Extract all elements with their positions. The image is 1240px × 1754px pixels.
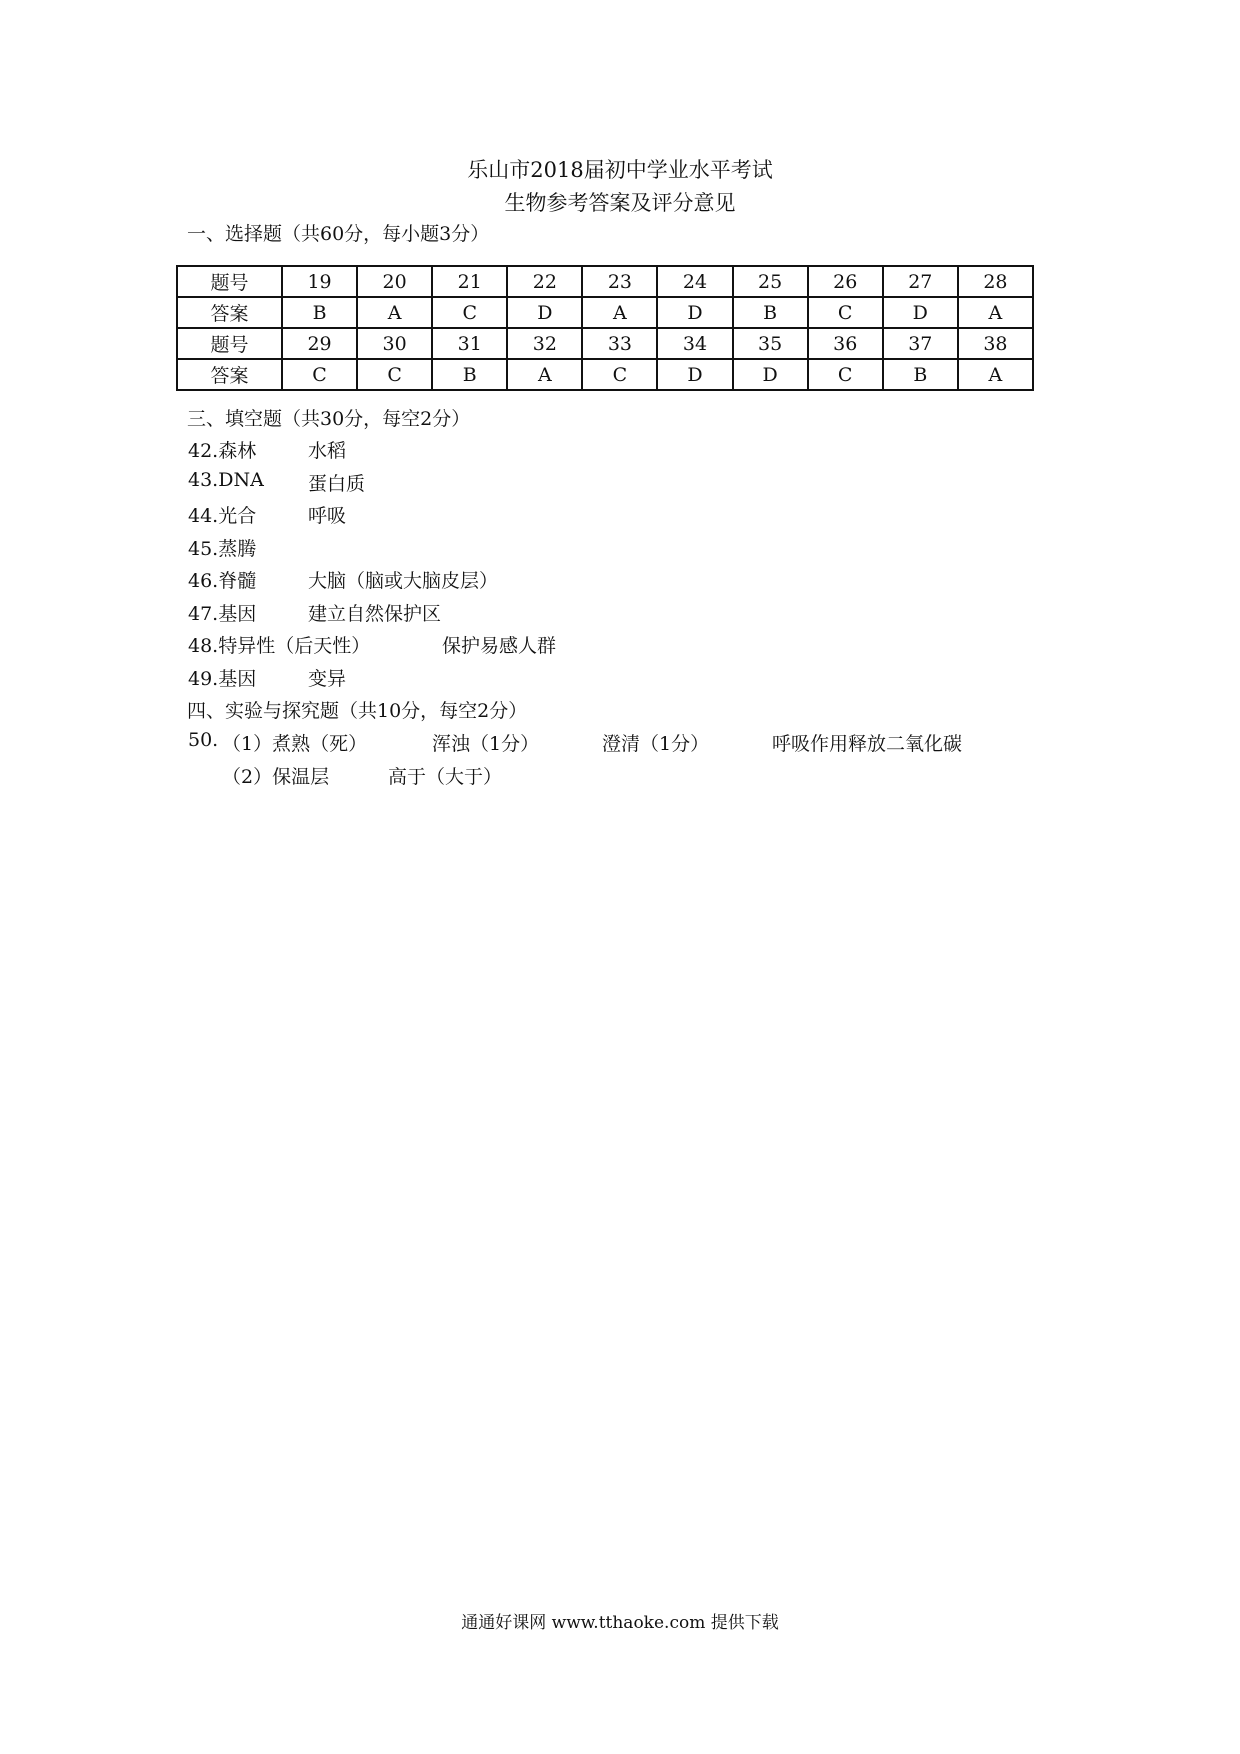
section-experiment-heading: 四、实验与探究题（共10分，每空2分）: [187, 700, 528, 722]
table-cell: 19: [282, 266, 357, 297]
table-row: [177, 297, 1033, 328]
fill-answer-49-answer: 变异: [308, 668, 347, 690]
table-cell: C: [808, 297, 883, 328]
q50-part2-answer2: 高于（大于）: [388, 766, 503, 788]
table-row: [177, 359, 1033, 390]
table-row: [177, 328, 1033, 359]
table-cell: 22: [507, 266, 582, 297]
section-choice-heading: 一、选择题（共60分，每小题3分）: [187, 223, 490, 245]
table-cell: 23: [582, 266, 657, 297]
section-fill-heading: 三、填空题（共30分，每空2分）: [187, 408, 471, 430]
table-cell: 35: [733, 328, 808, 359]
footer-source: 通通好课网 www.tthaoke.com 提供下载: [461, 1613, 779, 1633]
table-cell: B: [733, 297, 808, 328]
table-cell: A: [507, 359, 582, 390]
table-row: [177, 266, 1033, 297]
table-cell: 38: [958, 328, 1033, 359]
table-cell: D: [507, 297, 582, 328]
table-cell: 34: [657, 328, 732, 359]
table-cell: C: [357, 359, 432, 390]
table-cell: C: [432, 297, 507, 328]
fill-answer-47-answer: 建立自然保护区: [308, 603, 442, 625]
table-cell: A: [582, 297, 657, 328]
fill-answer-45-number: 45.蒸腾: [188, 538, 257, 560]
table-cell: 21: [432, 266, 507, 297]
table-cell: D: [657, 359, 732, 390]
fill-answer-43-answer: 蛋白质: [308, 473, 366, 495]
table-cell: D: [883, 297, 958, 328]
table-cell: A: [958, 297, 1033, 328]
table-cell: C: [808, 359, 883, 390]
fill-answer-44-number: 44.光合: [188, 505, 257, 527]
table-cell: C: [582, 359, 657, 390]
q50-label: 50.: [188, 729, 219, 751]
table-cell: 30: [357, 328, 432, 359]
table-row-label: 题号: [177, 328, 282, 359]
table-cell: 28: [958, 266, 1033, 297]
table-cell: 20: [357, 266, 432, 297]
table-cell: 37: [883, 328, 958, 359]
fill-answer-49-number: 49.基因: [188, 668, 257, 690]
table-cell: 31: [432, 328, 507, 359]
document-subtitle: 生物参考答案及评分意见: [504, 191, 736, 215]
fill-answer-47-number: 47.基因: [188, 603, 257, 625]
q50-part1-answer4: 呼吸作用释放二氧化碳: [772, 733, 963, 755]
table-cell: A: [958, 359, 1033, 390]
table-cell: B: [883, 359, 958, 390]
fill-answer-42-answer: 水稻: [308, 440, 347, 462]
table-cell: 26: [808, 266, 883, 297]
table-cell: 32: [507, 328, 582, 359]
table-cell: A: [357, 297, 432, 328]
q50-part1-answer1: （1）煮熟（死）: [222, 733, 368, 755]
table-row-label: 答案: [177, 297, 282, 328]
fill-answer-46-answer: 大脑（脑或大脑皮层）: [308, 570, 499, 592]
table-row-label: 题号: [177, 266, 282, 297]
q50-part2-answer1: （2）保温层: [222, 766, 330, 788]
table-cell: 24: [657, 266, 732, 297]
fill-answer-48-answer: 保护易感人群: [442, 635, 557, 657]
fill-answer-48-number: 48.特异性（后天性）: [188, 635, 371, 657]
table-cell: D: [657, 297, 732, 328]
fill-answer-46-number: 46.脊髓: [188, 570, 257, 592]
table-cell: C: [282, 359, 357, 390]
answer-table: [176, 265, 1034, 391]
fill-answer-44-answer: 呼吸: [308, 505, 347, 527]
q50-part1-answer2: 浑浊（1分）: [432, 733, 540, 755]
table-cell: 29: [282, 328, 357, 359]
table-cell: D: [733, 359, 808, 390]
fill-answer-43-number: 43.DNA: [188, 469, 264, 491]
document-title: 乐山市2018届初中学业水平考试: [467, 158, 773, 182]
table-cell: B: [282, 297, 357, 328]
table-row-label: 答案: [177, 359, 282, 390]
table-cell: 27: [883, 266, 958, 297]
table-cell: 33: [582, 328, 657, 359]
q50-part1-answer3: 澄清（1分）: [602, 733, 710, 755]
table-cell: 36: [808, 328, 883, 359]
table-cell: B: [432, 359, 507, 390]
fill-answer-42-number: 42.森林: [188, 440, 257, 462]
table-cell: 25: [733, 266, 808, 297]
